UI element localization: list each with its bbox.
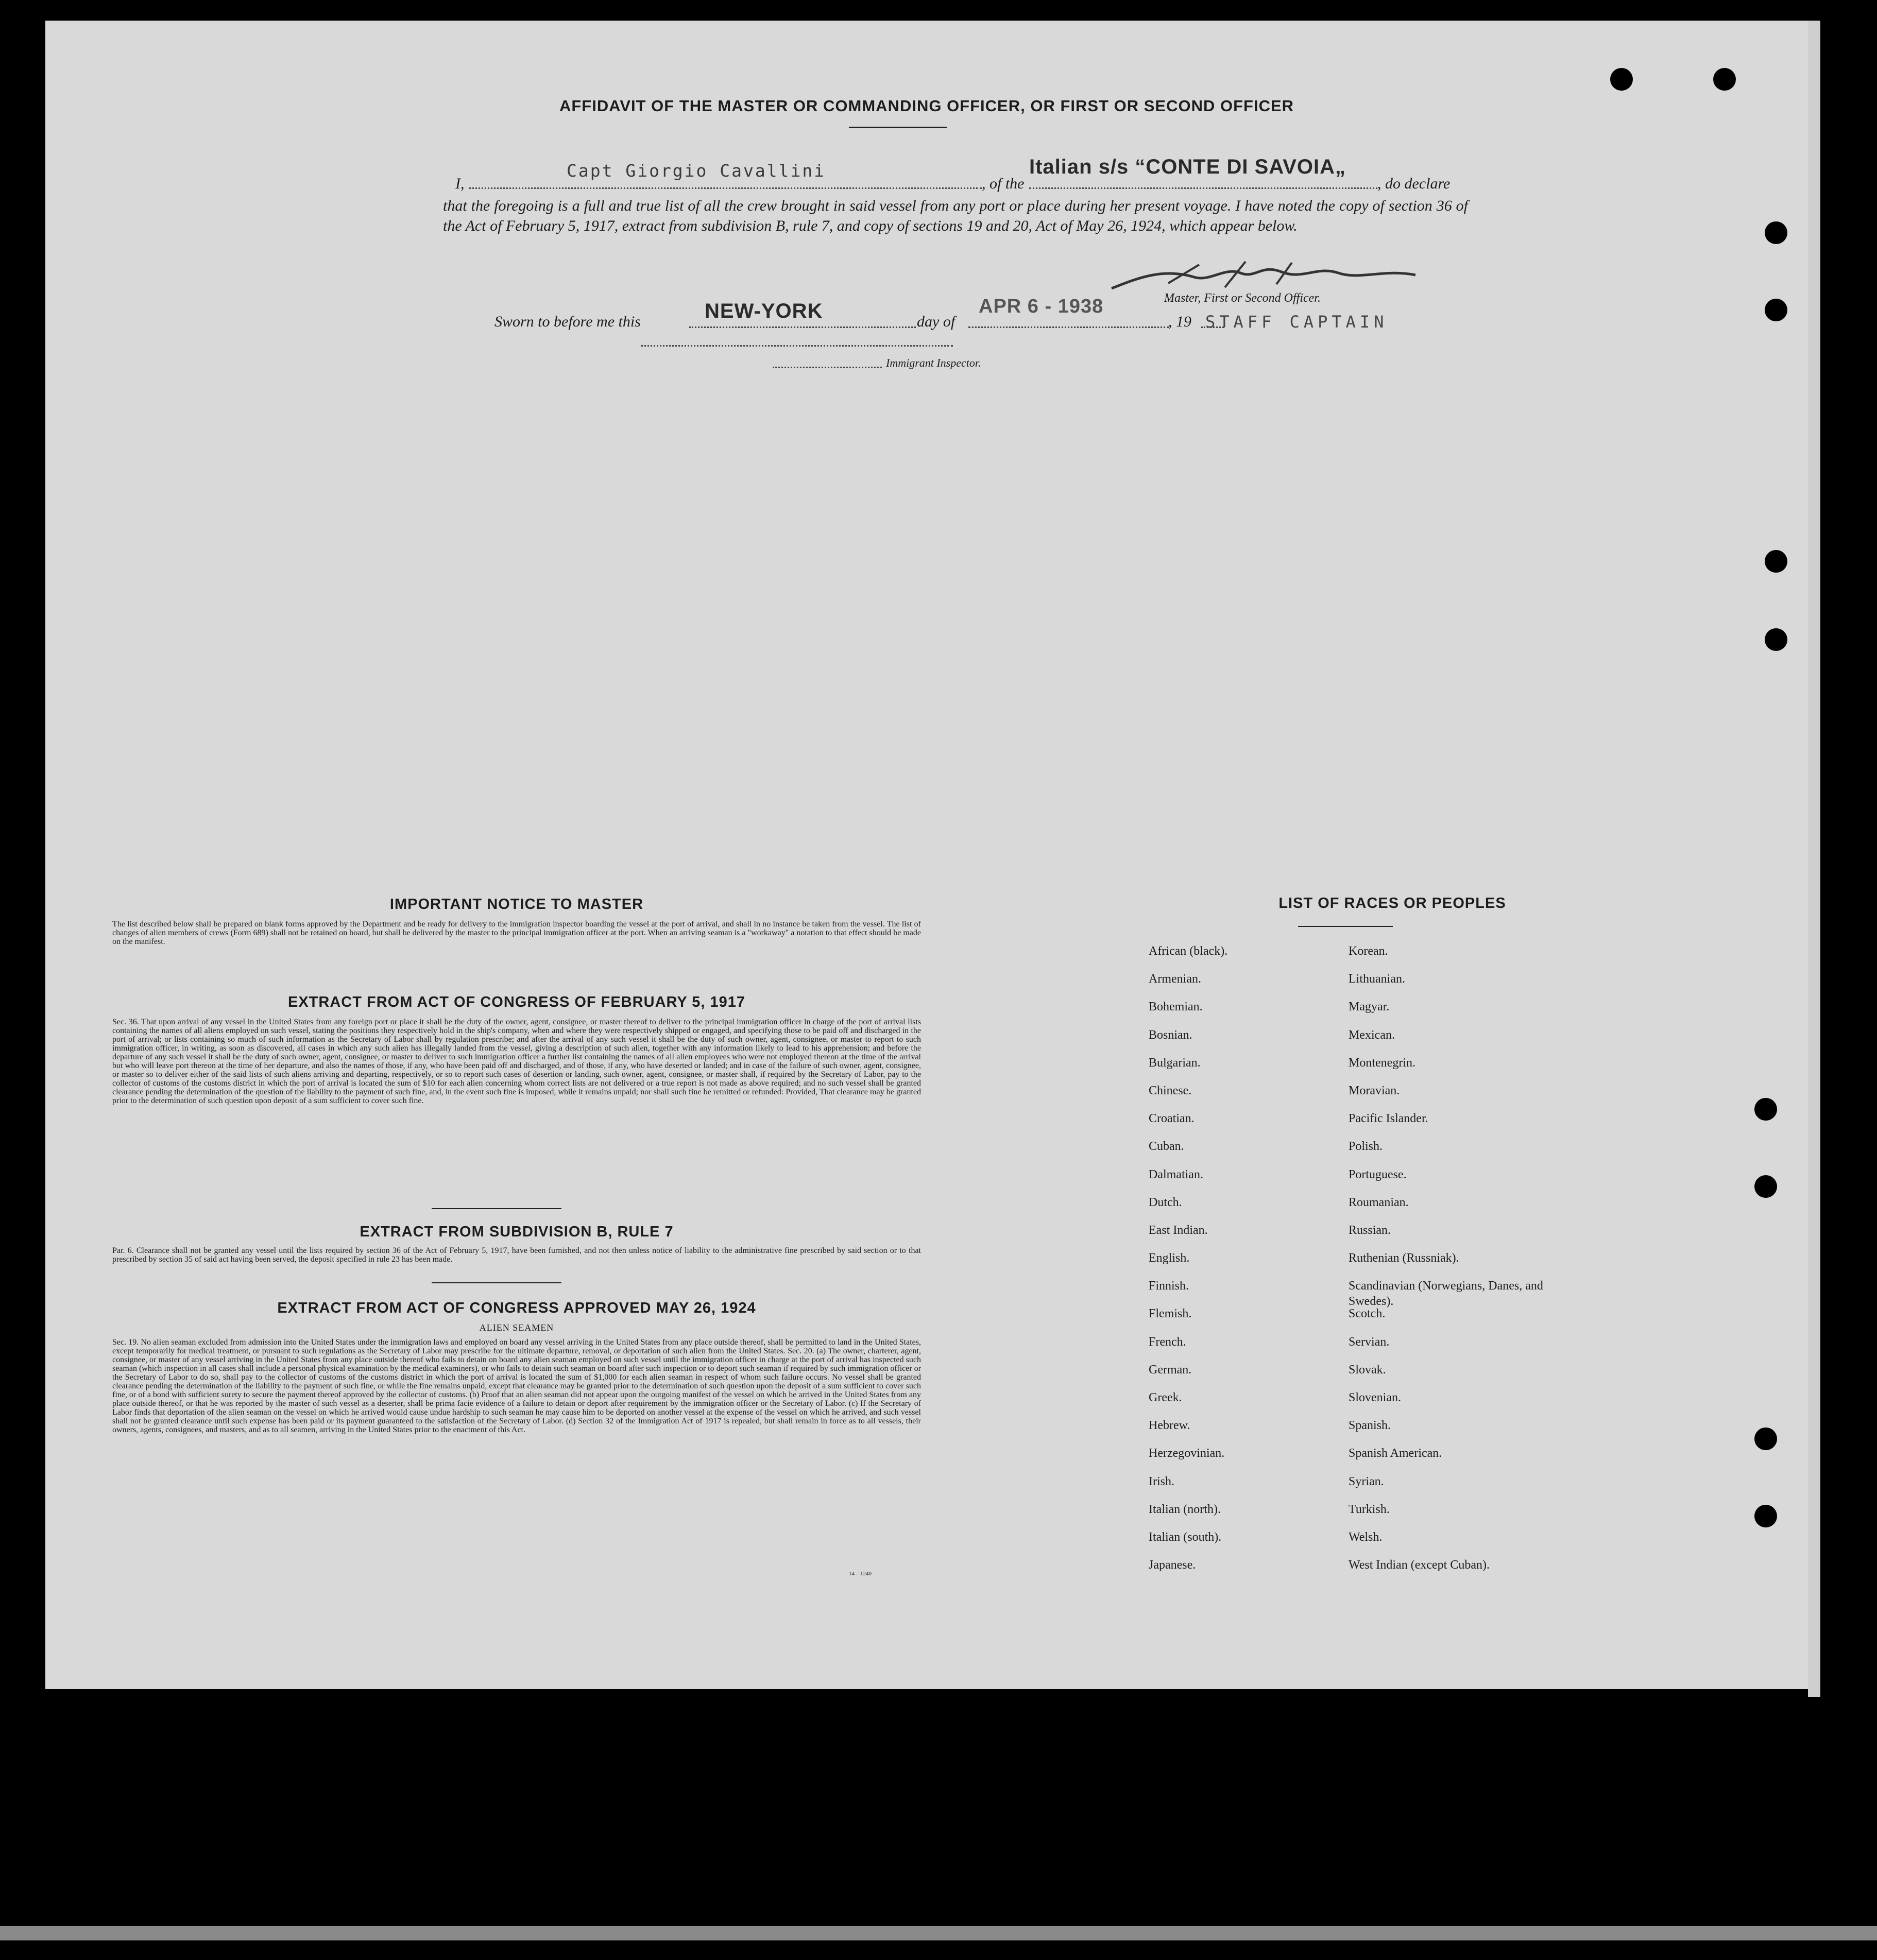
binding-hole — [1765, 628, 1787, 651]
race-item: Spanish. — [1349, 1419, 1391, 1433]
i-label: I, — [455, 175, 465, 192]
page-edge — [1808, 21, 1820, 1697]
notice-title: IMPORTANT NOTICE TO MASTER — [389, 896, 644, 913]
binding-hole — [1754, 1505, 1777, 1527]
extract-1924-title: EXTRACT FROM ACT OF CONGRESS APPROVED MAY 26, 1924 — [277, 1300, 756, 1316]
title-underline — [849, 127, 947, 128]
extract-1917-title: EXTRACT FROM ACT OF CONGRESS OF FEBRUARY 5, 1917 — [287, 994, 746, 1010]
race-item: Portuguese. — [1349, 1167, 1407, 1181]
extract-rule7-title: EXTRACT FROM SUBDIVISION B, RULE 7 — [360, 1224, 674, 1240]
race-item: Scandinavian (Norwegians, Danes, and Swedes). — [1349, 1279, 1543, 1309]
form-number: 14—1240 — [849, 1571, 872, 1577]
race-item: Italian (south). — [1149, 1530, 1222, 1544]
race-item: Syrian. — [1349, 1474, 1384, 1488]
race-item: Slovak. — [1349, 1363, 1386, 1377]
race-item: Welsh. — [1349, 1530, 1383, 1544]
sworn-label: Sworn to before me this — [494, 313, 641, 330]
race-item: Dutch. — [1149, 1195, 1182, 1209]
race-item: Hebrew. — [1149, 1419, 1190, 1433]
race-item: Magyar. — [1349, 1000, 1390, 1014]
race-item: Slovenian. — [1349, 1391, 1401, 1404]
extract-rule7-text: Par. 6. Clearance shall not be granted any vessel until the lists required by section 36 of the Act of February 5, 1917, have been furnished, and not then unless notice of liability to the administrative fine prescribed by said section or to that prescribed by section 35 of said act having been served, the deposit specified in rule 23 has been made. — [112, 1246, 921, 1264]
race-item: Spanish American. — [1349, 1447, 1442, 1460]
inspector-dot-leader — [773, 367, 882, 368]
race-item: Cuban. — [1149, 1140, 1184, 1154]
race-item: Japanese. — [1149, 1558, 1196, 1572]
binding-hole — [1754, 1428, 1777, 1450]
binding-hole — [1765, 221, 1787, 244]
race-item: Korean. — [1349, 944, 1388, 958]
day-of-label: day of — [917, 313, 955, 330]
sworn-place-line — [689, 326, 916, 328]
signer-title: STAFF CAPTAIN — [1205, 312, 1388, 332]
binding-hole — [1754, 1175, 1777, 1198]
master-name-line — [469, 187, 982, 189]
race-item: English. — [1149, 1251, 1190, 1265]
document-page — [45, 21, 1808, 1689]
races-left-column — [1149, 943, 1344, 1585]
race-item: Scotch. — [1349, 1307, 1386, 1321]
race-item: Finnish. — [1149, 1279, 1189, 1293]
race-item: Servian. — [1349, 1335, 1390, 1349]
sworn-place-stamp: NEW-YORK — [705, 300, 823, 322]
extract-1917-text: Sec. 36. That upon arrival of any vessel in the United States from any foreign port or place it shall be the duty of the owner, agent, consignee, or master thereof to deliver to the principal immigration officer in charge of the port of arrival lists containing the names of all aliens employed on such vessel, stating the positions they respectively hold in the ship's company, when and where they were respectively shipped or engaged, and specifying those to be paid off and discharged in the port of arrival; or lists containing so much of such information as the Secretary of Labor shall by regulation prescribe; and after the arrival of any such vessel it shall be the duty of such owner, agent, consignee, or master to report to such immigration officer, in writing, as soon as discovered, all cases in which any such alien has illegally landed from the vessel, giving a description of such alien, together with any information likely to lead to his apprehension; and before the departure of any such vessel it shall be the duty of such owner, agent, consignee, or master to deliver to such immigration officer a further list containing the names of all alien employees who were not employed thereon at the time of the arrival but who will leave port thereon at the time of her departure, and also the names of those, if any, who have been paid off and discharged, and of those, if any, who have deserted or landed; and in case of the failure of such owner, agent, consignee, or master so to deliver either of the said lists of such aliens arriving and departing, respectively, or so to report such cases of desertion or landing, such owner, agent, consignee, or master shall, if required by the Secretary of Labor, pay to the collector of customs of the customs district in which the port of arrival is located the sum of $10 for each alien concerning whom correct lists are not delivered or a true report is not made as above required; and no such vessel shall be granted clearance pending the determination of the question of the liability to the payment of such fine, and, in the event such fine is imposed, while it remains unpaid; nor shall such fine be remitted or refunded: Provided, That clearance may be granted prior to the determination of such question upon deposit of a sum sufficient to cover such fine. — [112, 1018, 921, 1105]
race-item: German. — [1149, 1363, 1192, 1377]
race-item: Montenegrin. — [1349, 1056, 1415, 1070]
binding-hole — [1610, 68, 1633, 91]
notice-text: The list described below shall be prepared on blank forms approved by the Department and be ready for delivery to the immigration inspector boarding the vessel at the port of arrival, and shall in no instance be taken from the vessel. The list of changes of alien members of crews (Form 689) shall not be retained on board, but shall be delivered by the master to the principal immigration officer at the port. When an arriving seaman is a "workaway" a notation to that effect should be made on the manifest. — [112, 920, 921, 946]
binding-hole — [1765, 550, 1787, 573]
race-item: Russian. — [1349, 1223, 1391, 1237]
sworn-date-stamp: APR 6 - 1938 — [979, 296, 1104, 317]
signature-caption: Master, First or Second Officer. — [1164, 291, 1321, 305]
race-item: Turkish. — [1349, 1502, 1390, 1516]
race-item: Armenian. — [1149, 972, 1201, 986]
race-item: Croatian. — [1149, 1112, 1195, 1126]
vessel-name-stamp: Italian s/s “CONTE DI SAVOIA„ — [1029, 156, 1346, 178]
race-item: Herzegovinian. — [1149, 1447, 1225, 1460]
races-title-underline — [1298, 926, 1393, 927]
race-item: Flemish. — [1149, 1307, 1192, 1321]
year-label: , 19 — [1168, 313, 1191, 330]
race-item: Bosnian. — [1149, 1028, 1192, 1042]
race-item: Mexican. — [1349, 1028, 1395, 1042]
master-name-field: Capt Giorgio Cavallini — [567, 161, 826, 181]
race-item: Roumanian. — [1349, 1195, 1409, 1209]
race-item: Ruthenian (Russniak). — [1349, 1251, 1459, 1265]
extract-divider-2 — [432, 1282, 561, 1283]
race-item: African (black). — [1149, 944, 1228, 958]
binding-hole — [1765, 299, 1787, 321]
race-item: Moravian. — [1349, 1084, 1400, 1097]
affidavit-body: that the foregoing is a full and true list of all the crew brought in said vessel from any port or place during her present voyage. I have noted the copy of section 36 of the Act of February 5, 1917, extract from subdivision B, rule 7, and copy of sections 19 and 20, Act of May 26, 1924, which appear below. — [443, 197, 1468, 234]
races-right-column — [1349, 943, 1565, 1585]
extract-divider-1 — [432, 1208, 561, 1209]
race-item: Polish. — [1349, 1140, 1383, 1154]
affidavit-title: AFFIDAVIT OF THE MASTER OR COMMANDING OFFICER, OR FIRST OR SECOND OFFICER — [559, 97, 1294, 115]
race-item: East Indian. — [1149, 1223, 1208, 1237]
of-label: , of the — [982, 175, 1025, 192]
race-item: Lithuanian. — [1349, 972, 1405, 986]
race-item: West Indian (except Cuban). — [1349, 1558, 1490, 1572]
binding-hole — [1754, 1098, 1777, 1121]
race-item: Bohemian. — [1149, 1000, 1203, 1014]
race-item: Dalmatian. — [1149, 1167, 1203, 1181]
race-item: Irish. — [1149, 1474, 1174, 1488]
extract-1924-subtitle: ALIEN SEAMEN — [479, 1322, 554, 1333]
race-item: Italian (north). — [1149, 1502, 1221, 1516]
binding-hole — [1713, 68, 1736, 91]
vessel-name-line — [1029, 187, 1377, 189]
race-item: Greek. — [1149, 1391, 1182, 1404]
scan-bottom-strip — [0, 1926, 1877, 1940]
inspector-signature-line — [641, 345, 953, 347]
races-title: LIST OF RACES OR PEOPLES — [1278, 895, 1506, 912]
extract-1924-text: Sec. 19. No alien seaman excluded from admission into the United States under the immigration laws and employed on board any vessel arriving in the United States from any place outside thereof, shall be permitted to land in the United States, except temporarily for medical treatment, or pursuant to such regulations as the Secretary of Labor may prescribe for the ultimate departure, removal, or deportation of such alien from the United States. Sec. 20. (a) The owner, charterer, agent, consignee, or master of any vessel arriving in the United States from any place outside thereof who fails to detain on board any alien seaman employed on such vessel until the immigration officer in charge at the port of arrival has inspected such seaman (which inspection in all cases shall include a personal physical examination by the medical examiners), or who fails to detain such seaman on board after such inspection or to deport such seaman if required by such immigration officer or the Secretary of Labor to do so, shall pay to the collector of customs of the customs district in which the port of arrival is located the sum of $1,000 for each alien seaman in respect of whom such failure occurs. No vessel shall be granted clearance pending the determination of the liability to the payment of such fine, or while the fine remains unpaid, except that clearance may be granted prior to the determination of such question upon the deposit of a sum sufficient to cover such fine, or of a bond with sufficient surety to secure the payment thereof approved by the collector of customs. (b) Proof that an alien seaman did not appear upon the outgoing manifest of the vessel on which he arrived in the United States from any place outside thereof, or that he was reported by the master of such vessel as a deserter, shall be prima facie evidence of a failure to detain or deport after requirement by the immigration officer or the Secretary of Labor. (c) If the Secretary of Labor finds that deportation of the alien seaman on the vessel on which he arrived would cause undue hardship to such seaman he may cause him to be deported on another vessel at the expense of the vessel on which he arrived, and such vessel shall not be granted clearance until such expense has been paid or its payment guaranteed to the satisfaction of the Secretary of Labor. (d) Section 32 of the Immigration Act of 1917 is repealed, but shall remain in force as to all vessels, their owners, agents, consignees, and masters, and as to all seamen, arriving in the United States prior to the enactment of this Act. — [112, 1338, 921, 1434]
sworn-date-line — [968, 326, 1169, 328]
race-item: Pacific Islander. — [1349, 1112, 1428, 1126]
race-item: Chinese. — [1149, 1084, 1192, 1097]
race-item: French. — [1149, 1335, 1186, 1349]
declare-label: , do declare — [1377, 175, 1451, 192]
inspector-label: Immigrant Inspector. — [886, 356, 981, 369]
race-item: Bulgarian. — [1149, 1056, 1201, 1070]
